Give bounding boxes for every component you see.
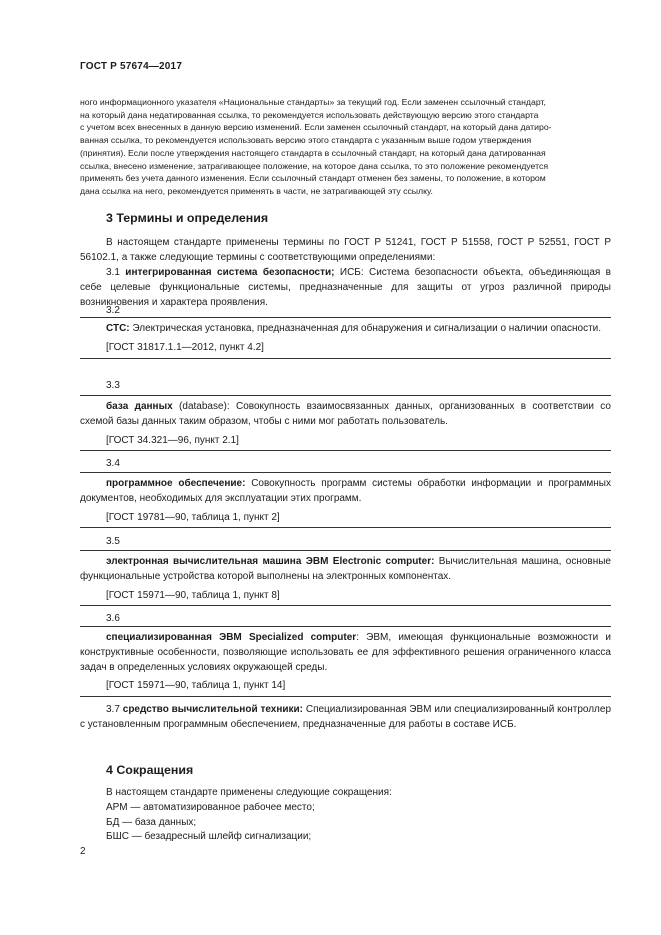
intro-line: (принятия). Если после утверждения настоящего стандарта в ссылочный стандарт, на который дана датированная bbox=[80, 147, 546, 158]
term-number: 3.4 bbox=[106, 458, 120, 469]
intro-line: ссылка, внесено изменение, затрагивающее положение, на которое дана ссылка, то это положение рекомендуется bbox=[80, 160, 549, 171]
list-item: БШС — безадресный шлейф сигнализации; bbox=[106, 831, 312, 843]
term-definition: Специализированная ЭВМ или специализированный контроллер с установленным программным обеспечением, предназначенные для работы в составе ИСБ. bbox=[80, 704, 612, 730]
intro-line: на который дана недатированная ссылка, то рекомендуется использовать действующую версию этого стандарта bbox=[80, 109, 539, 120]
intro-line: дана ссылка на него, рекомендуется применять в части, не затрагивающей эту ссылку. bbox=[80, 185, 433, 196]
list-item: В настоящем стандарте применены следующие сокращения: bbox=[106, 787, 392, 798]
term-box-3-4 bbox=[80, 472, 611, 528]
term-definition: Электрическая установка, предназначенная для обнаружения и сигнализации о наличии опасности. bbox=[129, 323, 602, 334]
term-source: [ГОСТ 31817.1.1—2012, пункт 4.2] bbox=[106, 341, 264, 353]
term-name: база данных bbox=[106, 401, 173, 412]
term-source: [ГОСТ 15971—90, таблица 1, пункт 14] bbox=[106, 680, 286, 692]
term-source: [ГОСТ 34.321—96, пункт 2.1] bbox=[106, 434, 239, 446]
term-number: 3.7 bbox=[106, 704, 120, 715]
standard-code-header: ГОСТ Р 57674—2017 bbox=[80, 61, 183, 72]
abbreviations-list bbox=[106, 786, 392, 845]
section-3-title: 3 Термины и определения bbox=[106, 211, 269, 225]
term-name: специализированная ЭВМ Specialized computer bbox=[106, 632, 357, 643]
intro-line: с учетом всех внесенных в данную версию изменений. Если заменен ссылочный стандарт, на который дана датиро- bbox=[80, 122, 552, 133]
intro-line: ного информационного указателя «Национальные стандарты» за текущий год. Если заменен ссылочный стандарт, bbox=[80, 97, 546, 107]
term-number: 3.6 bbox=[106, 613, 120, 624]
term-name: интегрированная система безопасности; bbox=[125, 267, 335, 278]
term-box-3-5 bbox=[80, 550, 611, 606]
intro-line: ванная ссылка, то рекомендуется использовать версию этого стандарта с указанным выше годом утверждения bbox=[80, 135, 532, 146]
term-3-7 bbox=[80, 703, 611, 733]
list-item: АРМ — автоматизированное рабочее место; bbox=[106, 801, 315, 813]
term-number: 3.1 bbox=[106, 267, 120, 278]
page-number: 2 bbox=[80, 846, 86, 857]
term-definition: ИСБ: Система безопасности объекта, объединяющая в себе целевые функциональные системы, предназначенные для защиты от угроз различной природы возникновения и характера проявления. bbox=[80, 267, 611, 308]
term-source: [ГОСТ 15971—90, таблица 1, пункт 8] bbox=[106, 589, 280, 601]
intro-line: применять без учета данного изменения. Если ссылочный стандарт отменен без замены, то положение, в котором bbox=[80, 173, 546, 184]
term-name: средство вычислительной техники: bbox=[122, 704, 304, 715]
references-continuation bbox=[80, 96, 611, 198]
term-definition: (database): Совокупность взаимосвязанных данных, организованных в соответствии со схемой базы данных таким образом, чтобы с ними мог работать пользователь. bbox=[80, 401, 611, 427]
term-definition: Вычислительная машина, основные функциональные устройства которой выполнены на электронных компонентах. bbox=[80, 556, 611, 582]
term-number: 3.3 bbox=[106, 380, 120, 391]
list-item: БД — база данных; bbox=[106, 816, 197, 828]
term-box-3-6 bbox=[80, 626, 611, 697]
section-3-intro-text: В настоящем стандарте применены термины по ГОСТ Р 51241, ГОСТ Р 51558, ГОСТ Р 52551, ГОСТ Р 56102.1, а также следующие термины с соответствующими определениями: bbox=[80, 237, 611, 263]
term-name: программное обеспечение: bbox=[106, 478, 246, 489]
term-number: 3.2 bbox=[106, 305, 120, 316]
term-name: СТС: bbox=[106, 323, 130, 334]
term-definition: Совокупность программ системы обработки информации и программных документов, необходимых для эксплуатации этих программ. bbox=[80, 478, 611, 504]
term-name: электронная вычислительная машина ЭВМ Electronic computer: bbox=[106, 556, 435, 567]
term-number: 3.5 bbox=[106, 536, 120, 547]
term-3-1 bbox=[80, 266, 611, 310]
term-definition: : ЭВМ, имеющая функциональные возможности и конструктивные особенности, позволяющие использовать ее для эффективного решения ограниченного класса задач в определенных условиях окружающей среды. bbox=[80, 632, 611, 673]
section-3-intro bbox=[80, 236, 611, 266]
term-box-3-3 bbox=[80, 395, 611, 451]
section-4-title: 4 Сокращения bbox=[106, 763, 194, 777]
term-box-3-2 bbox=[80, 317, 611, 359]
term-source: [ГОСТ 19781—90, таблица 1, пункт 2] bbox=[106, 511, 280, 523]
